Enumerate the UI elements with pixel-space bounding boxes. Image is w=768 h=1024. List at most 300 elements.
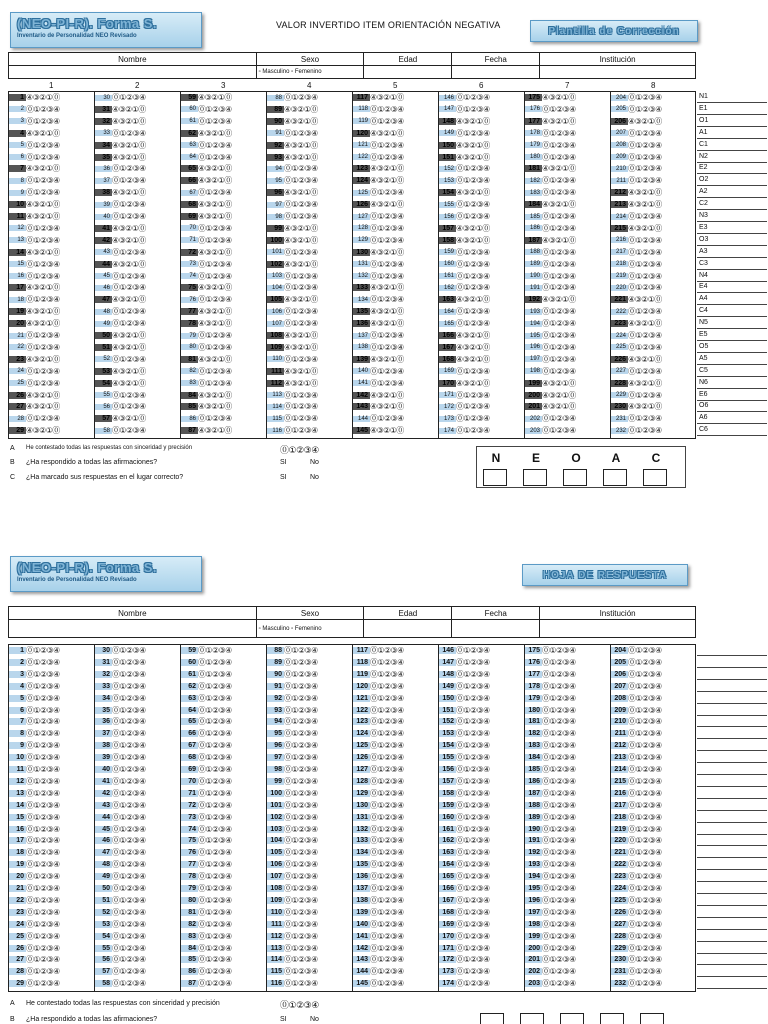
response-bubbles[interactable]: ⓪①②③④	[628, 104, 662, 114]
response-bubbles[interactable]: ⓪①②③④	[370, 646, 404, 655]
response-bubbles[interactable]: ⓪①②③④	[542, 693, 576, 703]
answer-item[interactable]	[9, 919, 94, 930]
response-bubbles[interactable]: ④③②①⓪	[370, 164, 404, 174]
response-bubbles[interactable]: ④③②①⓪	[370, 93, 404, 102]
response-bubbles[interactable]: ⓪①②③④	[26, 235, 60, 245]
response-bubbles[interactable]: ④③②①⓪	[542, 295, 576, 305]
answer-item[interactable]	[439, 294, 524, 305]
answer-item[interactable]	[267, 788, 352, 799]
response-bubbles[interactable]: ⓪①②③④	[26, 681, 60, 691]
answer-item[interactable]	[439, 425, 524, 436]
answer-item[interactable]	[95, 175, 180, 186]
response-bubbles[interactable]: ⓪①②③④	[26, 919, 60, 929]
answer-item[interactable]	[525, 871, 610, 882]
response-bubbles[interactable]: ⓪①②③④	[456, 657, 490, 667]
response-bubbles[interactable]: ⓪①②③④	[456, 753, 490, 763]
response-bubbles[interactable]: ⓪①②③④	[542, 176, 576, 186]
answer-item[interactable]	[9, 883, 94, 894]
answer-item[interactable]	[95, 271, 180, 282]
response-bubbles[interactable]: ⓪①②③④	[112, 307, 146, 317]
answer-item[interactable]	[439, 259, 524, 270]
response-bubbles[interactable]: ⓪①②③④	[628, 848, 662, 858]
response-bubbles[interactable]: ⓪①②③④	[198, 331, 232, 340]
answer-item[interactable]	[525, 931, 610, 942]
response-bubbles[interactable]: ⓪①②③④	[198, 955, 232, 965]
answer-item[interactable]	[267, 716, 352, 727]
answer-item[interactable]	[611, 907, 697, 918]
answer-item[interactable]	[525, 116, 610, 127]
response-bubbles[interactable]: ⓪①②③④	[26, 776, 60, 786]
response-bubbles[interactable]: ⓪①②③④	[456, 283, 490, 293]
answer-item[interactable]	[525, 140, 610, 151]
answer-item[interactable]	[95, 752, 180, 763]
response-bubbles[interactable]: ⓪①②③④	[26, 967, 60, 977]
answer-item[interactable]	[181, 152, 266, 163]
answer-item[interactable]	[525, 764, 610, 775]
response-bubbles[interactable]: ⓪①②③④	[370, 342, 404, 352]
answer-item[interactable]	[267, 693, 352, 704]
response-bubbles[interactable]: ⓪①②③④	[456, 319, 490, 329]
answer-item[interactable]	[353, 425, 438, 436]
answer-item[interactable]	[181, 259, 266, 270]
answer-item[interactable]	[525, 342, 610, 353]
response-bubbles[interactable]: ⓪①②③④	[112, 705, 146, 715]
answer-item[interactable]	[439, 223, 524, 234]
response-bubbles[interactable]: ⓪①②③④	[370, 788, 404, 798]
answer-item[interactable]	[95, 943, 180, 954]
response-bubbles[interactable]: ④③②①⓪	[542, 116, 576, 126]
response-bubbles[interactable]: ④③②①⓪	[628, 319, 662, 329]
response-bubbles[interactable]: ④③②①⓪	[26, 307, 60, 317]
answer-item[interactable]	[181, 883, 266, 894]
response-bubbles[interactable]: ⓪①②③④	[370, 860, 404, 870]
response-bubbles[interactable]: ⓪①②③④	[542, 895, 576, 905]
answer-item[interactable]	[439, 919, 524, 930]
response-bubbles[interactable]: ⓪①②③④	[112, 646, 146, 655]
answer-item[interactable]	[525, 211, 610, 222]
answer-item[interactable]	[9, 871, 94, 882]
response-bubbles[interactable]: ⓪①②③④	[370, 848, 404, 858]
response-bubbles[interactable]: ⓪①②③④	[112, 931, 146, 941]
answer-item[interactable]	[611, 175, 697, 186]
response-bubbles[interactable]: ⓪①②③④	[370, 979, 404, 989]
answer-item[interactable]	[439, 883, 524, 894]
answer-item[interactable]	[95, 716, 180, 727]
answer-item[interactable]	[611, 282, 697, 293]
answer-item[interactable]	[353, 716, 438, 727]
response-bubbles[interactable]: ⓪①②③④	[26, 824, 60, 834]
answer-item[interactable]	[181, 740, 266, 751]
answer-item[interactable]	[439, 681, 524, 692]
response-bubbles[interactable]: ⓪①②③④	[112, 271, 146, 281]
response-bubbles[interactable]: ④③②①⓪	[370, 200, 404, 210]
answer-item[interactable]	[9, 294, 94, 305]
response-bubbles[interactable]: ⓪①②③④	[542, 979, 576, 989]
response-bubbles[interactable]: ⓪①②③④	[284, 907, 318, 917]
response-bubbles[interactable]: ⓪①②③④	[370, 884, 404, 893]
response-bubbles[interactable]: ⓪①②③④	[198, 824, 232, 834]
answer-item[interactable]	[95, 187, 180, 198]
answer-item[interactable]	[525, 413, 610, 424]
response-bubbles[interactable]: ⓪①②③④	[284, 414, 318, 424]
answer-item[interactable]	[525, 835, 610, 846]
response-bubbles[interactable]: ⓪①②③④	[370, 116, 404, 126]
answer-item[interactable]	[353, 401, 438, 412]
answer-item[interactable]	[181, 140, 266, 151]
answer-item[interactable]	[439, 140, 524, 151]
answer-item[interactable]	[439, 847, 524, 858]
answer-item[interactable]	[267, 740, 352, 751]
response-bubbles[interactable]: ⓪①②③④	[542, 860, 576, 870]
response-bubbles[interactable]: ⓪①②③④	[198, 693, 232, 703]
answer-item[interactable]	[9, 378, 94, 389]
answer-item[interactable]	[611, 128, 697, 139]
response-bubbles[interactable]: ⓪①②③④	[456, 693, 490, 703]
answer-item[interactable]	[353, 871, 438, 882]
response-bubbles[interactable]: ⓪①②③④	[198, 753, 232, 763]
response-bubbles[interactable]: ⓪①②③④	[456, 705, 490, 715]
response-bubbles[interactable]: ④③②①⓪	[284, 235, 318, 245]
response-bubbles[interactable]: ⓪①②③④	[198, 271, 232, 281]
answer-item[interactable]	[9, 401, 94, 412]
response-bubbles[interactable]: ④③②①⓪	[456, 116, 490, 126]
response-bubbles[interactable]: ⓪①②③④	[26, 104, 60, 114]
response-bubbles[interactable]: ⓪①②③④	[542, 753, 576, 763]
answer-item[interactable]	[611, 390, 697, 401]
response-bubbles[interactable]: ⓪①②③④	[284, 884, 318, 893]
scale-line[interactable]	[697, 966, 767, 977]
answer-item[interactable]	[181, 211, 266, 222]
response-bubbles[interactable]: ⓪①②③④	[628, 390, 662, 400]
answer-item[interactable]	[267, 425, 352, 436]
answer-item[interactable]	[439, 163, 524, 174]
nombre-field[interactable]	[9, 66, 257, 79]
answer-item[interactable]	[525, 187, 610, 198]
answer-item[interactable]	[181, 401, 266, 412]
response-bubbles[interactable]: ⓪①②③④	[26, 657, 60, 667]
answer-item[interactable]	[611, 330, 697, 341]
response-bubbles[interactable]: ⓪①②③④	[456, 247, 490, 257]
answer-item[interactable]	[353, 140, 438, 151]
answer-item[interactable]	[439, 824, 524, 835]
response-bubbles[interactable]: ⓪①②③④	[112, 907, 146, 917]
answer-item[interactable]	[439, 669, 524, 680]
response-bubbles[interactable]: ④③②①⓪	[26, 426, 60, 436]
answer-item[interactable]	[267, 919, 352, 930]
response-bubbles[interactable]: ⓪①②③④	[370, 907, 404, 917]
answer-item[interactable]	[181, 282, 266, 293]
response-bubbles[interactable]: ⓪①②③④	[198, 152, 232, 162]
answer-item[interactable]	[95, 247, 180, 258]
answer-item[interactable]	[9, 390, 94, 401]
response-bubbles[interactable]: ⓪①②③④	[370, 366, 404, 376]
answer-item[interactable]	[611, 259, 697, 270]
response-bubbles[interactable]: ⓪①②③④	[628, 414, 662, 424]
answer-item[interactable]	[181, 187, 266, 198]
response-bubbles[interactable]: ⓪①②③④	[198, 235, 232, 245]
response-bubbles[interactable]: ⓪①②③④	[284, 200, 318, 210]
answer-item[interactable]	[95, 318, 180, 329]
question-c-no[interactable]: No	[310, 474, 319, 481]
response-bubbles[interactable]: ⓪①②③④	[112, 872, 146, 882]
response-bubbles[interactable]: ⓪①②③④	[198, 378, 232, 388]
answer-item[interactable]	[439, 354, 524, 365]
response-bubbles[interactable]: ⓪①②③④	[542, 307, 576, 317]
answer-item[interactable]	[439, 800, 524, 811]
response-bubbles[interactable]: ⓪①②③④	[198, 646, 232, 655]
response-bubbles[interactable]: ⓪①②③④	[26, 271, 60, 281]
response-bubbles[interactable]: ⓪①②③④	[26, 943, 60, 953]
answer-item[interactable]	[9, 366, 94, 377]
answer-item[interactable]	[353, 859, 438, 870]
answer-item[interactable]	[9, 943, 94, 954]
answer-item[interactable]	[353, 175, 438, 186]
response-bubbles[interactable]: ⓪①②③④	[628, 164, 662, 174]
response-bubbles[interactable]: ④③②①⓪	[26, 247, 60, 257]
answer-item[interactable]	[611, 425, 697, 436]
response-bubbles[interactable]: ⓪①②③④	[456, 271, 490, 281]
response-bubbles[interactable]: ⓪①②③④	[284, 426, 318, 436]
answer-item[interactable]	[181, 966, 266, 977]
response-bubbles[interactable]: ④③②①⓪	[284, 295, 318, 305]
response-bubbles[interactable]: ⓪①②③④	[284, 93, 318, 102]
response-bubbles[interactable]: ⓪①②③④	[26, 693, 60, 703]
response-bubbles[interactable]: ⓪①②③④	[542, 943, 576, 953]
answer-item[interactable]	[525, 163, 610, 174]
answer-item[interactable]	[525, 907, 610, 918]
answer-item[interactable]	[181, 390, 266, 401]
question-c-si[interactable]: SI	[280, 474, 287, 481]
answer-item[interactable]	[525, 847, 610, 858]
response-bubbles[interactable]: ⓪①②③④	[198, 788, 232, 798]
answer-item[interactable]	[439, 693, 524, 704]
response-bubbles[interactable]: ④③②①⓪	[198, 402, 232, 412]
answer-item[interactable]	[353, 835, 438, 846]
answer-item[interactable]	[95, 116, 180, 127]
response-bubbles[interactable]: ⓪①②③④	[456, 776, 490, 786]
response-bubbles[interactable]: ⓪①②③④	[542, 681, 576, 691]
response-bubbles[interactable]: ⓪①②③④	[542, 271, 576, 281]
response-bubbles[interactable]: ⓪①②③④	[456, 426, 490, 436]
response-bubbles[interactable]: ⓪①②③④	[370, 223, 404, 233]
answer-item[interactable]	[353, 669, 438, 680]
answer-item[interactable]	[353, 366, 438, 377]
answer-item[interactable]	[439, 152, 524, 163]
response-bubbles[interactable]: ⓪①②③④	[370, 235, 404, 245]
fecha-field-2[interactable]	[452, 620, 540, 638]
answer-item[interactable]	[611, 306, 697, 317]
response-bubbles[interactable]: ⓪①②③④	[198, 669, 232, 679]
response-bubbles[interactable]: ④③②①⓪	[284, 366, 318, 376]
response-bubbles[interactable]: ⓪①②③④	[370, 152, 404, 162]
response-bubbles[interactable]: ⓪①②③④	[26, 812, 60, 822]
response-bubbles[interactable]: ⓪①②③④	[198, 907, 232, 917]
answer-item[interactable]	[9, 645, 94, 656]
scale-line[interactable]	[697, 954, 767, 965]
edad-field-2[interactable]	[364, 620, 452, 638]
answer-item[interactable]	[439, 859, 524, 870]
response-bubbles[interactable]: ⓪①②③④	[112, 836, 146, 846]
response-bubbles[interactable]: ④③②①⓪	[26, 390, 60, 400]
answer-item[interactable]	[181, 728, 266, 739]
response-bubbles[interactable]: ④③②①⓪	[26, 212, 60, 221]
response-bubbles[interactable]: ⓪①②③④	[456, 307, 490, 317]
response-bubbles[interactable]: ⓪①②③④	[198, 860, 232, 870]
answer-item[interactable]	[525, 92, 610, 103]
response-bubbles[interactable]: ⓪①②③④	[628, 283, 662, 293]
answer-item[interactable]	[181, 705, 266, 716]
response-bubbles[interactable]: ⓪①②③④	[198, 729, 232, 739]
answer-item[interactable]	[9, 235, 94, 246]
response-bubbles[interactable]: ⓪①②③④	[628, 426, 662, 436]
response-bubbles[interactable]: ⓪①②③④	[456, 788, 490, 798]
answer-item[interactable]	[181, 788, 266, 799]
response-bubbles[interactable]: ⓪①②③④	[26, 872, 60, 882]
answer-item[interactable]	[353, 943, 438, 954]
answer-item[interactable]	[611, 966, 697, 977]
response-bubbles[interactable]: ④③②①⓪	[284, 188, 318, 198]
answer-item[interactable]	[353, 271, 438, 282]
answer-item[interactable]	[267, 931, 352, 942]
answer-item[interactable]	[9, 681, 94, 692]
answer-item[interactable]	[9, 104, 94, 115]
response-bubbles[interactable]: ⓪①②③④	[26, 152, 60, 162]
response-bubbles[interactable]: ④③②①⓪	[370, 176, 404, 186]
answer-item[interactable]	[353, 199, 438, 210]
response-bubbles[interactable]: ⓪①②③④	[456, 800, 490, 810]
answer-item[interactable]	[95, 954, 180, 965]
answer-item[interactable]	[525, 943, 610, 954]
answer-item[interactable]	[439, 282, 524, 293]
response-bubbles[interactable]: ④③②①⓪	[628, 200, 662, 210]
answer-item[interactable]	[267, 669, 352, 680]
institucion-field-2[interactable]	[540, 620, 696, 638]
response-bubbles[interactable]: ④③②①⓪	[198, 247, 232, 257]
answer-item[interactable]	[353, 919, 438, 930]
response-bubbles[interactable]: ⓪①②③④	[198, 979, 232, 989]
answer-item[interactable]	[611, 657, 697, 668]
answer-item[interactable]	[267, 812, 352, 823]
response-bubbles[interactable]: ⓪①②③④	[370, 657, 404, 667]
response-bubbles[interactable]: ⓪①②③④	[198, 681, 232, 691]
response-bubbles[interactable]: ⓪①②③④	[542, 283, 576, 293]
response-bubbles[interactable]: ④③②①⓪	[628, 295, 662, 305]
response-bubbles[interactable]: ⓪①②③④	[112, 319, 146, 329]
response-bubbles[interactable]: ⓪①②③④	[628, 259, 662, 269]
response-bubbles[interactable]: ⓪①②③④	[26, 860, 60, 870]
response-bubbles[interactable]: ⓪①②③④	[370, 681, 404, 691]
response-bubbles[interactable]: ⓪①②③④	[26, 836, 60, 846]
answer-item[interactable]	[9, 776, 94, 787]
response-bubbles[interactable]: ④③②①⓪	[26, 200, 60, 210]
response-bubbles[interactable]: ⓪①②③④	[628, 693, 662, 703]
response-bubbles[interactable]: ⓪①②③④	[628, 669, 662, 679]
answer-item[interactable]	[267, 211, 352, 222]
answer-item[interactable]	[181, 306, 266, 317]
question-a-bubbles-2[interactable]: ⓪①②③④	[280, 1001, 319, 1011]
response-bubbles[interactable]: ④③②①⓪	[456, 140, 490, 150]
response-bubbles[interactable]: ④③②①⓪	[112, 116, 146, 126]
answer-item[interactable]	[181, 954, 266, 965]
answer-item[interactable]	[353, 740, 438, 751]
response-bubbles[interactable]: ⓪①②③④	[628, 860, 662, 870]
answer-item[interactable]	[95, 390, 180, 401]
answer-item[interactable]	[267, 800, 352, 811]
scale-line[interactable]	[697, 764, 767, 775]
answer-item[interactable]	[439, 871, 524, 882]
answer-item[interactable]	[95, 693, 180, 704]
answer-item[interactable]	[525, 824, 610, 835]
answer-item[interactable]	[353, 657, 438, 668]
response-bubbles[interactable]: ④③②①⓪	[542, 200, 576, 210]
answer-item[interactable]	[267, 645, 352, 656]
answer-item[interactable]	[95, 824, 180, 835]
answer-item[interactable]	[439, 235, 524, 246]
answer-item[interactable]	[353, 883, 438, 894]
response-bubbles[interactable]: ⓪①②③④	[26, 366, 60, 376]
answer-item[interactable]	[353, 752, 438, 763]
response-bubbles[interactable]: ⓪①②③④	[112, 979, 146, 989]
response-bubbles[interactable]: ⓪①②③④	[112, 717, 146, 727]
scale-line[interactable]	[697, 824, 767, 835]
answer-item[interactable]	[353, 318, 438, 329]
response-bubbles[interactable]: ⓪①②③④	[198, 836, 232, 846]
answer-item[interactable]	[353, 128, 438, 139]
response-bubbles[interactable]: ⓪①②③④	[456, 93, 490, 102]
response-bubbles[interactable]: ⓪①②③④	[26, 342, 60, 352]
answer-item[interactable]	[95, 966, 180, 977]
answer-item[interactable]	[439, 895, 524, 906]
response-bubbles[interactable]: ⓪①②③④	[370, 895, 404, 905]
answer-item[interactable]	[525, 812, 610, 823]
response-bubbles[interactable]: ⓪①②③④	[628, 646, 662, 655]
answer-item[interactable]	[95, 645, 180, 656]
answer-item[interactable]	[95, 835, 180, 846]
answer-item[interactable]	[267, 152, 352, 163]
answer-item[interactable]	[267, 943, 352, 954]
answer-item[interactable]	[439, 92, 524, 103]
answer-item[interactable]	[267, 954, 352, 965]
response-bubbles[interactable]: ⓪①②③④	[542, 836, 576, 846]
response-bubbles[interactable]: ④③②①⓪	[456, 342, 490, 352]
answer-item[interactable]	[353, 152, 438, 163]
answer-item[interactable]	[267, 390, 352, 401]
response-bubbles[interactable]: ⓪①②③④	[628, 331, 662, 340]
neoac-score-field[interactable]	[560, 1013, 584, 1024]
answer-item[interactable]	[439, 943, 524, 954]
answer-item[interactable]	[267, 859, 352, 870]
neoac-score-field[interactable]	[563, 469, 587, 486]
response-bubbles[interactable]: ⓪①②③④	[542, 788, 576, 798]
answer-item[interactable]	[9, 116, 94, 127]
answer-item[interactable]	[95, 859, 180, 870]
response-bubbles[interactable]: ⓪①②③④	[112, 681, 146, 691]
response-bubbles[interactable]: ⓪①②③④	[284, 895, 318, 905]
response-bubbles[interactable]: ⓪①②③④	[284, 860, 318, 870]
answer-item[interactable]	[439, 342, 524, 353]
answer-item[interactable]	[353, 764, 438, 775]
response-bubbles[interactable]: ⓪①②③④	[456, 176, 490, 186]
response-bubbles[interactable]: ⓪①②③④	[628, 955, 662, 965]
answer-item[interactable]	[9, 740, 94, 751]
answer-item[interactable]	[181, 199, 266, 210]
scale-line[interactable]	[697, 705, 767, 716]
answer-item[interactable]	[9, 354, 94, 365]
response-bubbles[interactable]: ⓪①②③④	[284, 657, 318, 667]
response-bubbles[interactable]: ⓪①②③④	[198, 931, 232, 941]
response-bubbles[interactable]: ④③②①⓪	[112, 366, 146, 376]
answer-item[interactable]	[611, 871, 697, 882]
